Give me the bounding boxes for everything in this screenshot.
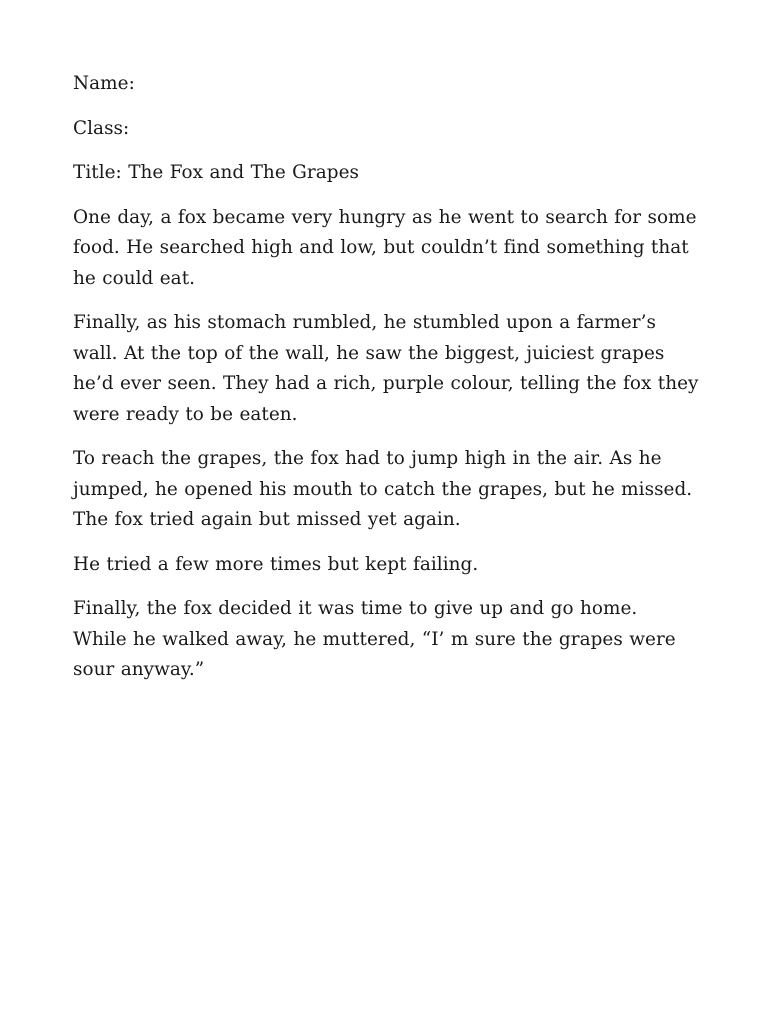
paragraph-line: To reach the grapes, the fox had to jump high in the air. As he xyxy=(73,448,662,469)
paragraph-line: The fox tried again but missed yet again. xyxy=(73,509,461,530)
paragraph-3 xyxy=(73,444,698,536)
paragraph-2 xyxy=(73,308,698,430)
story-title: Title: The Fox and The Grapes xyxy=(73,162,359,183)
paragraph-line: Finally, the fox decided it was time to give up and go home. xyxy=(73,598,638,619)
paragraph-line: wall. At the top of the wall, he saw the biggest, juiciest grapes xyxy=(73,342,665,364)
paragraph-1 xyxy=(73,203,698,295)
paragraph-line: jumped, he opened his mouth to catch the grapes, but he missed. xyxy=(73,478,693,500)
paragraph-line: One day, a fox became very hungry as he went to search for some xyxy=(73,206,697,228)
paragraph-line: he’d ever seen. They had a rich, purple colour, telling the fox they xyxy=(73,373,699,394)
name-label: Name: xyxy=(73,73,135,94)
paragraph-line: were ready to be eaten. xyxy=(73,403,298,425)
paragraph-line: food. He searched high and low, but couldn’t find something that xyxy=(73,237,689,258)
class-label: Class: xyxy=(73,117,130,139)
paragraph-line: sour anyway.” xyxy=(73,659,205,680)
paragraph-5 xyxy=(73,594,698,686)
paragraph-line: He tried a few more times but kept failing. xyxy=(73,553,479,575)
paragraph-line: While he walked away, he muttered, “I’ m sure the grapes were xyxy=(73,628,676,650)
document-body xyxy=(73,69,698,700)
paragraph-4 xyxy=(73,550,698,581)
paragraph-line: Finally, as his stomach rumbled, he stumbled upon a farmer’s xyxy=(73,312,656,333)
paragraph-line: he could eat. xyxy=(73,267,196,289)
